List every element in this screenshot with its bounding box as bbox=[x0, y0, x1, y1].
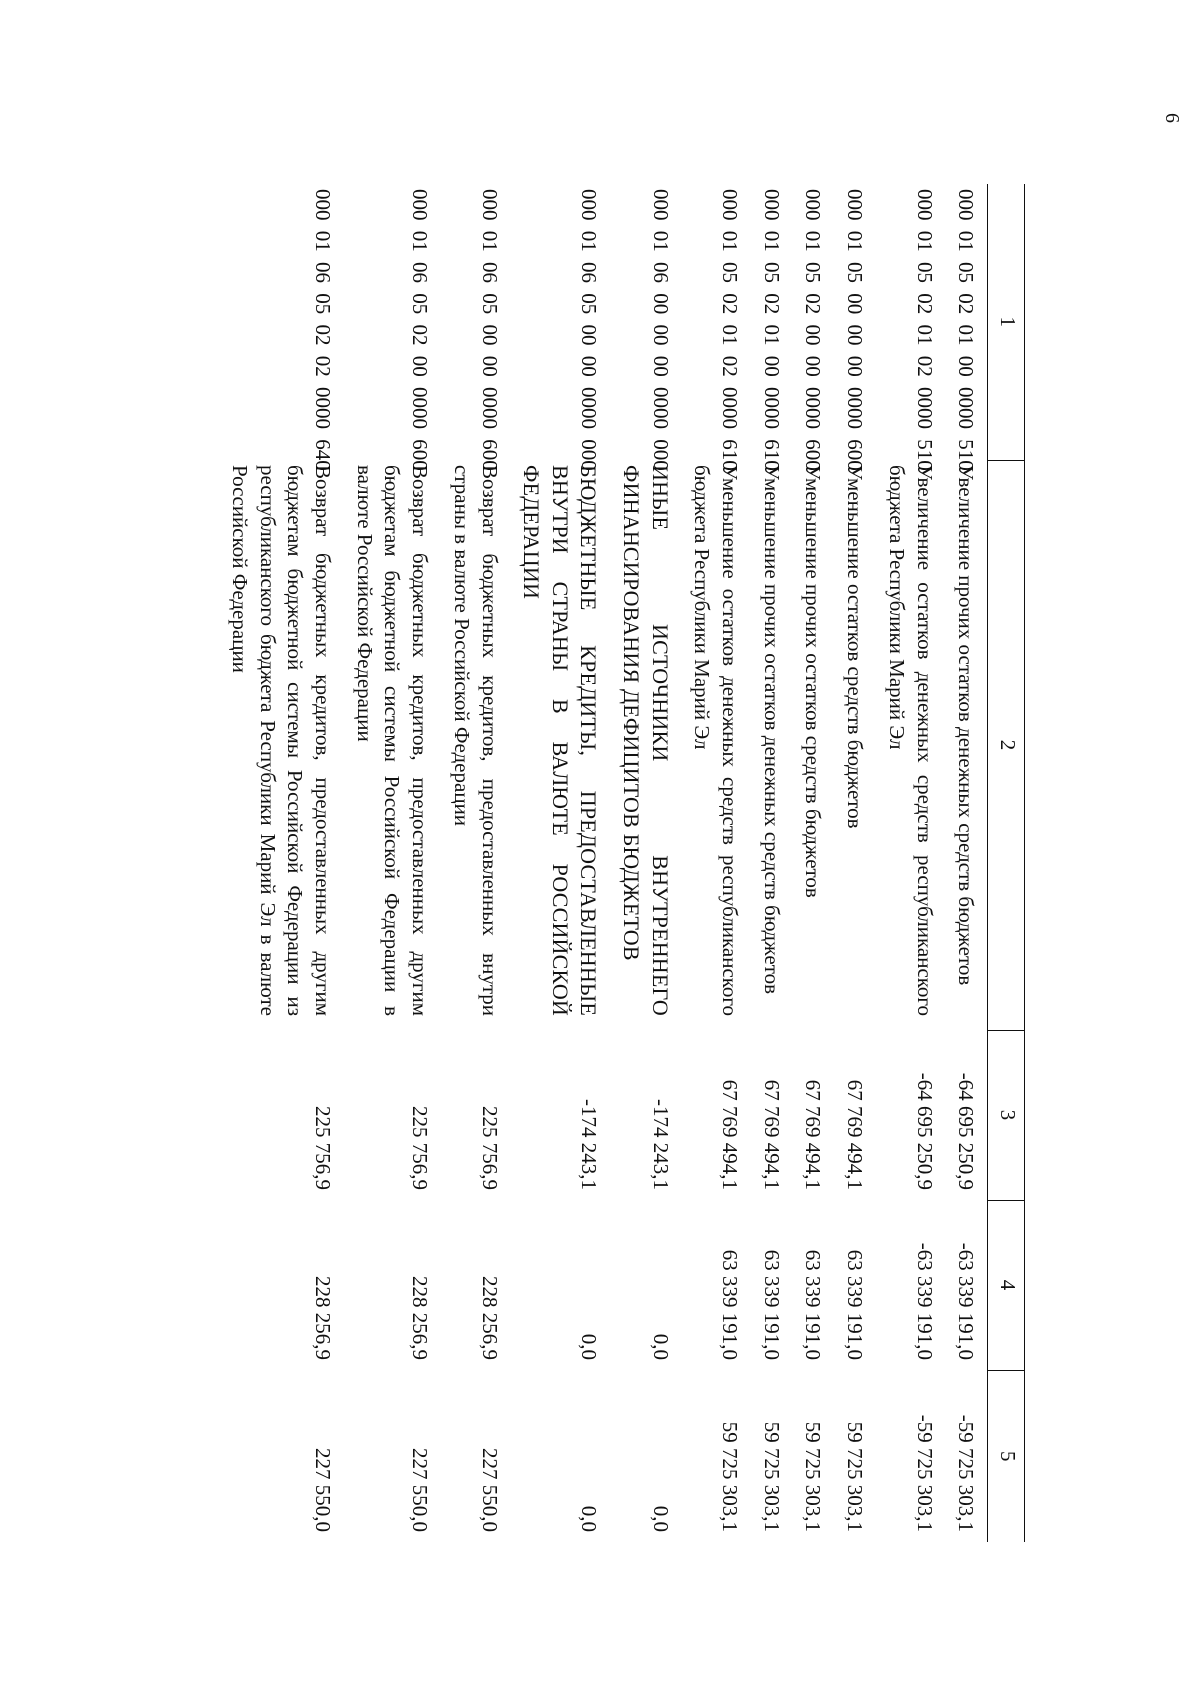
amount-col5-cell: 59 725 303,1 bbox=[801, 1421, 826, 1532]
source-name-cell: Возврат бюджетных кредитов, предоставленных другим бюджетам бюджетной системы Российской Федерации из республиканского бюджета Республики Марий Эл в валюте Российской Федерации bbox=[227, 465, 335, 1016]
amount-col4-cell: 63 339 191,0 bbox=[717, 1249, 742, 1360]
amount-col3-cell: -174 243,1 bbox=[648, 1099, 673, 1190]
amount-col5-cell: -59 725 303,1 bbox=[912, 1414, 937, 1532]
amount-col4-cell: 228 256,9 bbox=[408, 1276, 433, 1360]
amount-col3-cell: 67 769 494,1 bbox=[717, 1079, 742, 1190]
amount-col3-cell: 67 769 494,1 bbox=[759, 1079, 784, 1190]
amount-col5-cell: 0,0 bbox=[577, 1505, 602, 1532]
source-name-cell: Увеличение прочих остатков денежных средств бюджетов bbox=[954, 465, 979, 986]
amount-col4-cell: -63 339 191,0 bbox=[954, 1242, 979, 1360]
source-name-cell: ИНЫЕ ИСТОЧНИКИ ВНУТРЕННЕГО ФИНАНСИРОВАНИЯ ДЕФИЦИТОВ БЮДЖЕТОВ bbox=[618, 465, 673, 1016]
amount-col4-cell: 63 339 191,0 bbox=[759, 1249, 784, 1360]
table-header-row bbox=[988, 184, 1025, 1542]
column-header-5: 5 bbox=[988, 1370, 1025, 1542]
column-header-2: 2 bbox=[988, 460, 1025, 1030]
amount-col3-cell: -64 695 250,9 bbox=[954, 1072, 979, 1190]
budget-sources-table bbox=[219, 184, 1025, 1542]
amount-col5-cell: -59 725 303,1 bbox=[954, 1414, 979, 1532]
table-row bbox=[876, 184, 945, 1542]
source-name-cell: Уменьшение остатков средств бюджетов bbox=[843, 465, 868, 829]
amount-col3-cell: 67 769 494,1 bbox=[843, 1079, 868, 1190]
column-header-3: 3 bbox=[988, 1030, 1025, 1200]
table-row bbox=[751, 184, 793, 1542]
page-number: 6 bbox=[1161, 113, 1183, 123]
amount-col4-cell: 63 339 191,0 bbox=[843, 1249, 868, 1360]
amount-col3-cell: -174 243,1 bbox=[577, 1099, 602, 1190]
budget-code-cell: 000 01 05 02 01 02 0000 510 bbox=[912, 189, 937, 471]
source-name-cell: Уменьшение прочих остатков средств бюджетов bbox=[801, 465, 826, 898]
amount-col4-cell: 228 256,9 bbox=[477, 1276, 502, 1360]
amount-col4-cell: 0,0 bbox=[648, 1333, 673, 1360]
table-row bbox=[441, 184, 510, 1542]
budget-code-cell: 000 01 06 05 00 00 0000 600 bbox=[477, 189, 502, 471]
table-row bbox=[793, 184, 835, 1542]
column-header-1: 1 bbox=[988, 184, 1025, 460]
rotated-sheet bbox=[150, 142, 1050, 1582]
table-row bbox=[682, 184, 751, 1542]
amount-col4-cell: 0,0 bbox=[577, 1333, 602, 1360]
amount-col3-cell: 225 756,9 bbox=[477, 1106, 502, 1190]
amount-col5-cell: 227 550,0 bbox=[408, 1448, 433, 1532]
amount-col4-cell: 228 256,9 bbox=[310, 1276, 335, 1360]
budget-code-cell: 000 01 05 02 01 02 0000 610 bbox=[717, 189, 742, 471]
column-header-4: 4 bbox=[988, 1200, 1025, 1370]
source-name-cell: Возврат бюджетных кредитов, предоставленных внутри страны в валюте Российской Федерации bbox=[449, 465, 502, 1016]
table-row bbox=[511, 184, 611, 1542]
table-row bbox=[834, 184, 876, 1542]
source-name-cell: Увеличение остатков денежных средств республиканского бюджета Республики Марий Эл bbox=[884, 465, 937, 1016]
budget-code-cell: 000 01 05 02 01 00 0000 610 bbox=[759, 189, 784, 471]
budget-code-cell: 000 01 05 00 00 00 0000 600 bbox=[843, 189, 868, 471]
amount-col5-cell: 59 725 303,1 bbox=[759, 1421, 784, 1532]
table-row bbox=[344, 184, 441, 1542]
amount-col4-cell: -63 339 191,0 bbox=[912, 1242, 937, 1360]
source-name-cell: Уменьшение остатков денежных средств республиканского бюджета Республики Марий Эл bbox=[690, 465, 742, 1016]
budget-code-cell: 000 01 05 02 01 00 0000 510 bbox=[954, 189, 979, 471]
amount-col3-cell: 67 769 494,1 bbox=[801, 1079, 826, 1190]
amount-col5-cell: 227 550,0 bbox=[477, 1448, 502, 1532]
source-name-cell: Уменьшение прочих остатков денежных средств бюджетов bbox=[759, 465, 784, 995]
amount-col5-cell: 227 550,0 bbox=[310, 1448, 335, 1532]
table-body bbox=[219, 184, 988, 1542]
budget-code-cell: 000 01 06 05 00 00 0000 000 bbox=[577, 189, 602, 471]
table-row bbox=[946, 184, 988, 1542]
amount-col5-cell: 59 725 303,1 bbox=[843, 1421, 868, 1532]
source-name-cell: БЮДЖЕТНЫЕ КРЕДИТЫ, ПРЕДОСТАВЛЕННЫЕ ВНУТРИ СТРАНЫ В ВАЛЮТЕ РОССИЙСКОЙ ФЕДЕРАЦИИ bbox=[519, 465, 602, 1016]
budget-code-cell: 000 01 05 02 00 00 0000 600 bbox=[801, 189, 826, 471]
amount-col5-cell: 59 725 303,1 bbox=[717, 1421, 742, 1532]
amount-col5-cell: 0,0 bbox=[648, 1505, 673, 1532]
table-row bbox=[219, 184, 344, 1542]
amount-col4-cell: 63 339 191,0 bbox=[801, 1249, 826, 1360]
budget-code-cell: 000 01 06 05 02 00 0000 600 bbox=[408, 189, 433, 471]
source-name-cell: Возврат бюджетных кредитов, предоставленных другим бюджетам бюджетной системы Российской Федерации в валюте Российской Федерации bbox=[352, 465, 433, 1016]
table-row bbox=[610, 184, 681, 1542]
amount-col3-cell: 225 756,9 bbox=[408, 1106, 433, 1190]
budget-code-cell: 000 01 06 00 00 00 0000 000 bbox=[648, 189, 673, 471]
budget-code-cell: 000 01 06 05 02 02 0000 640 bbox=[310, 189, 335, 471]
amount-col3-cell: 225 756,9 bbox=[310, 1106, 335, 1190]
amount-col3-cell: -64 695 250,9 bbox=[912, 1072, 937, 1190]
